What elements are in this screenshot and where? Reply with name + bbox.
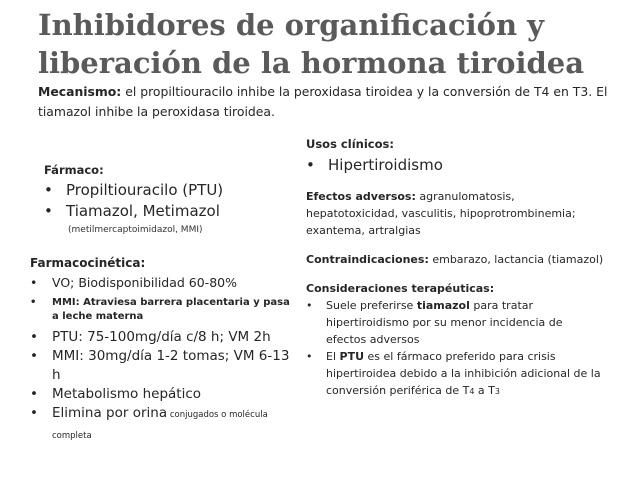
bullet: • bbox=[306, 299, 313, 312]
usos-label: Usos clínicos: bbox=[306, 137, 394, 151]
drug-list bbox=[44, 180, 284, 238]
list-item: • Suele preferirse tiamazol para tratar hipertiroidismo por su menor incidencia de efectos adversos bbox=[306, 299, 563, 346]
slide-title: Inhibidores de organificación y liberación de la hormona tiroidea bbox=[38, 8, 585, 80]
usos-item: • Hipertiroidismo bbox=[306, 156, 443, 174]
bullet: • bbox=[30, 405, 38, 421]
bullet: • bbox=[30, 275, 38, 290]
drug-name: Propiltiouracilo (PTU) bbox=[66, 181, 224, 199]
list-item: • El PTU es el fármaco preferido para crisis hipertiroidea debido a la inhibición adicional de la conversión periférica de T4 a T3 bbox=[306, 348, 606, 400]
bullet: • bbox=[30, 348, 38, 364]
right-column bbox=[306, 136, 606, 400]
drug-item bbox=[44, 201, 284, 222]
mechanism-paragraph bbox=[38, 82, 618, 122]
list-item: • VO; Biodisponibilidad 60-80% bbox=[30, 275, 238, 290]
farmaco-label: Fármaco: bbox=[44, 163, 104, 177]
efectos-label: Efectos adversos: bbox=[306, 190, 416, 203]
mechanism-text: el propiltiouracilo inhibe la peroxidasa tiroidea y la conversión de T4 en T3. El tiamazol inhibe la peroxidasa tiroidea. bbox=[38, 84, 608, 119]
bullet: • bbox=[30, 329, 38, 345]
contra-label: Contraindicaciones: bbox=[306, 253, 429, 266]
contra-text: embarazo, lactancia (tiamazol) bbox=[428, 253, 604, 266]
bullet: • bbox=[30, 297, 37, 308]
bullet: • bbox=[44, 181, 53, 199]
bullet: • bbox=[306, 350, 313, 363]
list-item: • Elimina por orina conjugados o molécula completa bbox=[30, 404, 295, 446]
efectos-text: agranulomatosis, hepatotoxicidad, vasculitis, hipoprotrombinemia; exantema, artralgias bbox=[306, 190, 576, 237]
tail-note: conjugados o molécula completa bbox=[52, 410, 268, 441]
contraindicaciones bbox=[306, 251, 606, 268]
consid-label: Consideraciones terapéuticas: bbox=[306, 282, 495, 295]
bullet: • bbox=[44, 202, 53, 220]
mechanism-label: Mecanismo: bbox=[38, 84, 122, 99]
drug-name: Tiamazol, Metimazol bbox=[66, 202, 220, 220]
list-item: • PTU: 75-100mg/día c/8 h; VM 2h bbox=[30, 329, 271, 345]
list-item: • MMI: Atraviesa barrera placentaria y pasa a leche materna bbox=[30, 297, 290, 322]
farmacocinetica-section bbox=[30, 254, 295, 446]
efectos-adversos bbox=[306, 188, 606, 239]
drug-item bbox=[44, 180, 284, 201]
list-item: • MMI: 30mg/día 1-2 tomas; VM 6-13 h bbox=[30, 348, 290, 383]
bullet: • bbox=[30, 386, 38, 402]
drug-note: (metilmercaptoimidazol, MMI) bbox=[68, 225, 203, 235]
consideraciones bbox=[306, 280, 606, 400]
bullet: • bbox=[306, 156, 315, 174]
list-item: • Metabolismo hepático bbox=[30, 386, 202, 402]
farmacocinetica-label: Farmacocinética: bbox=[30, 256, 146, 270]
